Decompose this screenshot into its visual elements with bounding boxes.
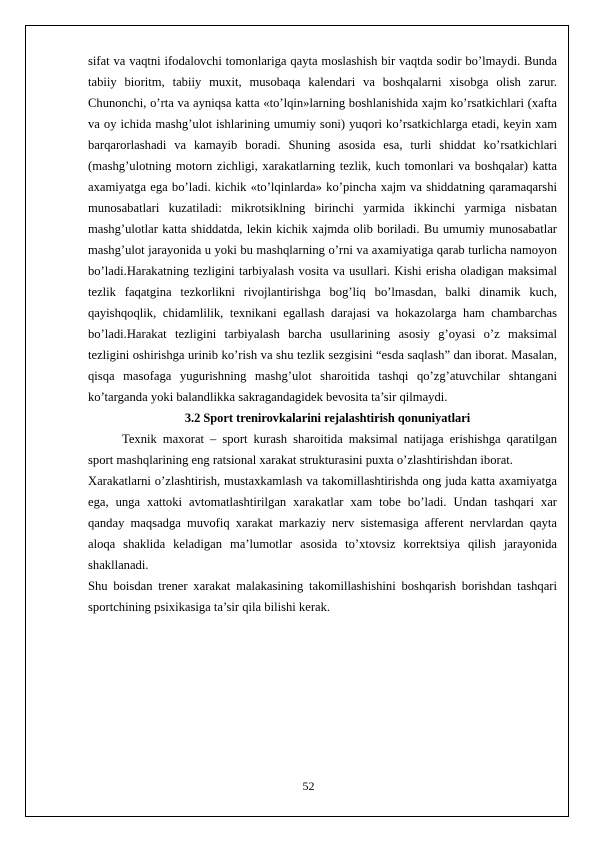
- page-number: 52: [302, 779, 315, 793]
- section-heading: 3.2 Sport trenirovkalarini rejalashtirish qonuniyatlari: [184, 411, 471, 425]
- document-body: [88, 51, 557, 618]
- paragraph-trener: Shu boisdan trener xarakat malakasining takomillashishini boshqarish borishdan tashqari sportchining psixikasiga ta’sir qila bilishi kerak.: [88, 579, 557, 614]
- paragraph-continuation: sifat va vaqtni ifodalovchi tomonlariga qayta moslashish bir vaqtda sodir bo’lmaydi. Bunda tabiiy bioritm, tabiiy muxit, musobaqa kalendari va boshqalarni xisobga olish zarur. Chunonchi, o’rta va ayniqsa katta «to’lqin»larning boshlanishida xajm ko’rsatkichlari (xafta va oy ichida mashg’ulot ishlarining umumiy soni) yuqori ko’rsatkichlarga etadi, keyin xam barqarorlashadi va kamayib boradi. Shuning asosida esa, turli shiddat ko’rsatkichlari (mashg’ulotning motorn zichligi, xarakatlarning tezlik, kuch tomonlari va boshqalar) katta axamiyatga ega bo’ladi. kichik «to’lqinlarda» ko’pincha xajm va shiddatning qaramaqarshi munosabatlari kuzatiladi: mikrotsiklning birinchi yarmida ikkinchi yarmiga nisbatan mashg’ulotlar katta shiddatda, lekin kichik xajmda olib boriladi. Bu umumiy munosabatlar mashg’ulot jarayonida u yoki bu mashqlarning o’rni va axamiyatiga qarab turlicha namoyon bo’ladi.Harakatning tezligini tarbiyalash vosita va usullari. Kishi erisha oladigan maksimal tezlik faqatgina tezkorlikni rivojlantirishga bog’liq bo’lmasdan, balki dinamik kuch, qayishqoqlik, chidamlilik, texnikani egallash darajasi va hokazolarga ham chambarchas bo’ladi.Harakat tezligini tarbiyalash barcha usullarining asosiy g’oyasi o’z maksimal tezligini oshirishga urinib ko’rish va shu tezlik sezgisini “esda saqlash” dan iborat. Masalan, qisqa masofaga yugurishning mashg’ulot sharoitida tashqi qo’zg’atuvchilar shtangani ko’targanda yoki balandlikka sakragandagidek bevosita ta’sir qilmaydi.: [88, 54, 557, 404]
- paragraph-texnik-maxorat: Texnik maxorat – sport kurash sharoitida maksimal natijaga erishishga qaratilgan sport mashqlarining eng ratsional xarakat strukturasini puxta o’zlashtirishdan iborat.: [88, 432, 557, 467]
- paragraph-xarakatlarni: Xarakatlarni o’zlashtirish, mustaxkamlash va takomillashtirishda ong juda katta axamiyatga ega, unga xattoki avtomatlashtirilgan xarakatlar xam tobe bo’ladi. Undan tashqari xar qanday maqsadga muvofiq xarakat markaziy nerv sistemasiga afferent nervlardan qayta aloqa shaklida keladigan ma’lumotlar asosida to’xtovsiz korrektsiya qilish jarayonida shakllanadi.: [88, 474, 557, 572]
